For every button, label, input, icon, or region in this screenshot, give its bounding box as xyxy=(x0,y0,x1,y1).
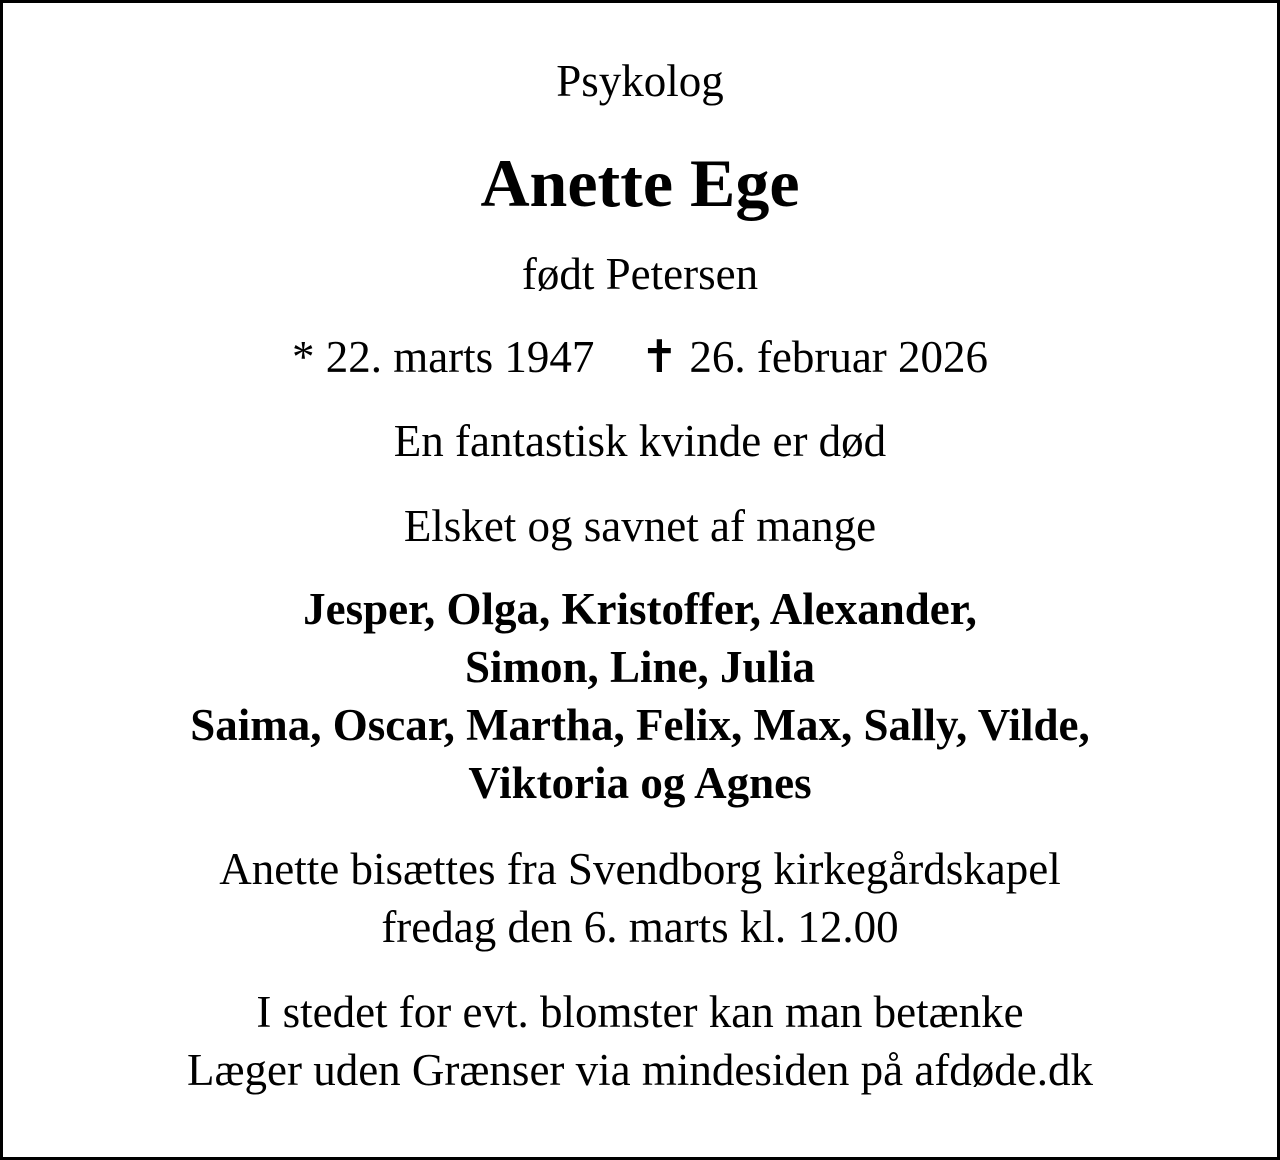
family-line-2: Simon, Line, Julia xyxy=(464,642,816,692)
death-date: ✝ 26. februar 2026 xyxy=(640,332,989,382)
tribute-line-2: Elsket og savnet af mange xyxy=(403,501,877,551)
birth-date: * 22. marts 1947 xyxy=(291,332,595,382)
service-line-1: Anette bisættes fra Svendborg kirkegårdskapel xyxy=(219,844,1061,894)
tribute-line-1: En fantastisk kvinde er død xyxy=(393,416,887,466)
donation-info xyxy=(0,983,1280,1099)
family-line-3: Saima, Oscar, Martha, Felix, Max, Sally, Vilde, xyxy=(190,700,1090,750)
occupation-title: Psykolog xyxy=(556,56,724,106)
maiden-name: født Petersen xyxy=(521,249,759,299)
donation-line-1: I stedet for evt. blomster kan man betænke xyxy=(256,987,1024,1037)
family-names xyxy=(0,580,1280,812)
family-line-4: Viktoria og Agnes xyxy=(468,758,812,808)
donation-line-2: Læger uden Grænser via mindesiden på afdøde.dk xyxy=(187,1045,1093,1095)
family-line-1: Jesper, Olga, Kristoffer, Alexander, xyxy=(303,584,977,634)
service-info xyxy=(0,840,1280,956)
service-line-2: fredag den 6. marts kl. 12.00 xyxy=(381,902,899,952)
life-dates xyxy=(0,330,1280,383)
deceased-name: Anette Ege xyxy=(480,145,800,221)
